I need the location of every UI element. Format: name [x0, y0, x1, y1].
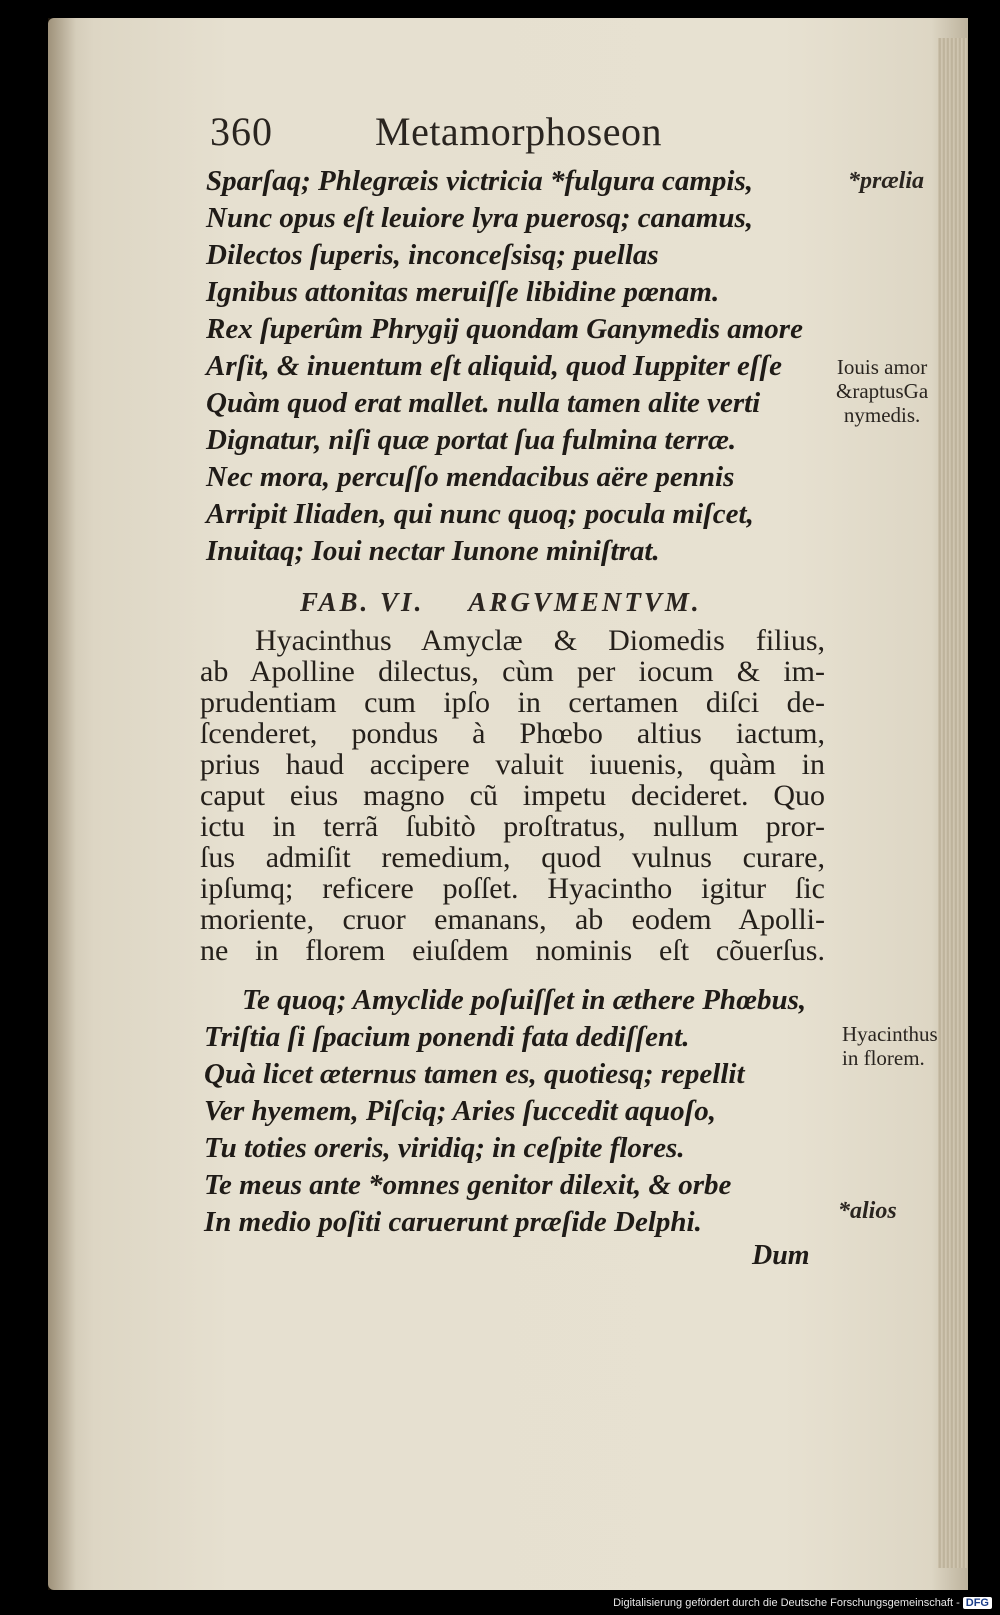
- marginal-line: &raptusGa: [836, 379, 929, 403]
- marginal-note-iouis-amor: [836, 355, 928, 427]
- page-number: 360: [210, 109, 273, 154]
- argument-line: ſus admiſit remedium, quod vulnus curare,: [200, 841, 825, 874]
- verse-block-top: [206, 163, 826, 570]
- verse-line: Rex ſuperûm Phrygij quondam Ganymedis amore: [206, 313, 803, 345]
- marginal-note-alios: *alios: [838, 1198, 897, 1224]
- verse-line: Ignibus attonitas meruiſſe libidine pœnam.: [206, 276, 720, 308]
- argument-line: ne in florem eiuſdem nominis eſt cõuerſus.: [200, 934, 825, 967]
- argument-line: Hyacinthus Amyclæ & Diomedis filius,: [255, 624, 825, 657]
- gutter-shadow: [48, 18, 76, 1590]
- verse-line: Te meus ante *omnes genitor dilexit, & orbe: [204, 1169, 732, 1201]
- verse-block-bottom: [204, 982, 807, 1241]
- argument-line: ab Apolline dilectus, cùm per iocum & im-: [200, 655, 825, 688]
- argumentum-label: ARGVMENTVM.: [468, 587, 702, 617]
- running-head: [210, 108, 662, 155]
- verse-line: Triſtia ſi ſpacium ponendi fata dediſſent.: [204, 1021, 690, 1053]
- marginal-line: Iouis amor: [836, 355, 928, 379]
- section-heading: [300, 587, 702, 618]
- credit-text: Digitalisierung gefördert durch die Deutsche Forschungsgemeinschaft -: [613, 1597, 960, 1609]
- verse-line: Te quoq; Amyclide poſuiſſet in æthere Phœbus,: [242, 984, 807, 1016]
- digitization-credit: [613, 1597, 992, 1609]
- argument-paragraph: [200, 625, 825, 966]
- argument-line: ictu in terrã ſubitò proſtratus, nullum pror-: [200, 810, 825, 843]
- verse-line: Dignatur, niſi quæ portat ſua fulmina terræ.: [206, 424, 737, 456]
- verse-line: Quàm quod erat mallet. nulla tamen alite verti: [206, 387, 761, 419]
- argument-line: prudentiam cum ipſo in certamen diſci de-: [200, 686, 825, 719]
- verse-line: Nec mora, percuſſo mendacibus aëre pennis: [206, 461, 735, 493]
- verse-line: Quà licet æternus tamen es, quotiesq; repellit: [204, 1058, 745, 1090]
- argument-line: prius haud accipere valuit iuuenis, quàm in: [200, 748, 825, 781]
- argument-line: caput eius magno cũ impetu decideret. Quo: [200, 779, 825, 812]
- page-edge: [938, 38, 968, 1568]
- verse-line: Tu toties oreris, viridiq; in ceſpite flores.: [204, 1132, 685, 1164]
- marginal-line: Hyacinthus: [842, 1022, 938, 1046]
- marginal-line: in florem.: [842, 1046, 925, 1070]
- verse-line: Arſit, & inuentum eſt aliquid, quod Iuppiter eſſe: [206, 350, 783, 382]
- verse-line: Ver hyemem, Piſciq; Aries ſuccedit aquoſo,: [204, 1095, 716, 1127]
- dfg-logo: DFG: [963, 1597, 992, 1609]
- verse-line: Inuitaq; Ioui nectar Iunone miniſtrat.: [206, 535, 660, 567]
- verse-line: In medio poſiti caruerunt præſide Delphi.: [204, 1206, 702, 1238]
- marginal-line: nymedis.: [843, 403, 921, 427]
- marginal-note-praelia: *prælia: [848, 168, 925, 194]
- verse-line: Sparſaq; Phlegræis victricia *fulgura campis,: [206, 165, 753, 197]
- verse-line: Arripit Iliaden, qui nunc quoq; pocula miſcet,: [206, 498, 754, 530]
- catchword: Dum: [752, 1240, 810, 1271]
- argument-line: ipſumq; reficere poſſet. Hyacintho igitur ſic: [200, 872, 825, 905]
- verse-line: Nunc opus eſt leuiore lyra puerosq; canamus,: [206, 202, 754, 234]
- marginal-note-hyacinthus: [842, 1022, 938, 1070]
- fable-number: FAB. VI.: [300, 587, 425, 617]
- argument-line: moriente, cruor emanans, ab eodem Apolli-: [200, 903, 825, 936]
- verse-line: Dilectos ſuperis, inconceſsisq; puellas: [206, 239, 659, 271]
- argument-line: ſcenderet, pondus à Phœbo altius iactum,: [200, 717, 825, 750]
- running-title: Metamorphoseon: [375, 109, 662, 154]
